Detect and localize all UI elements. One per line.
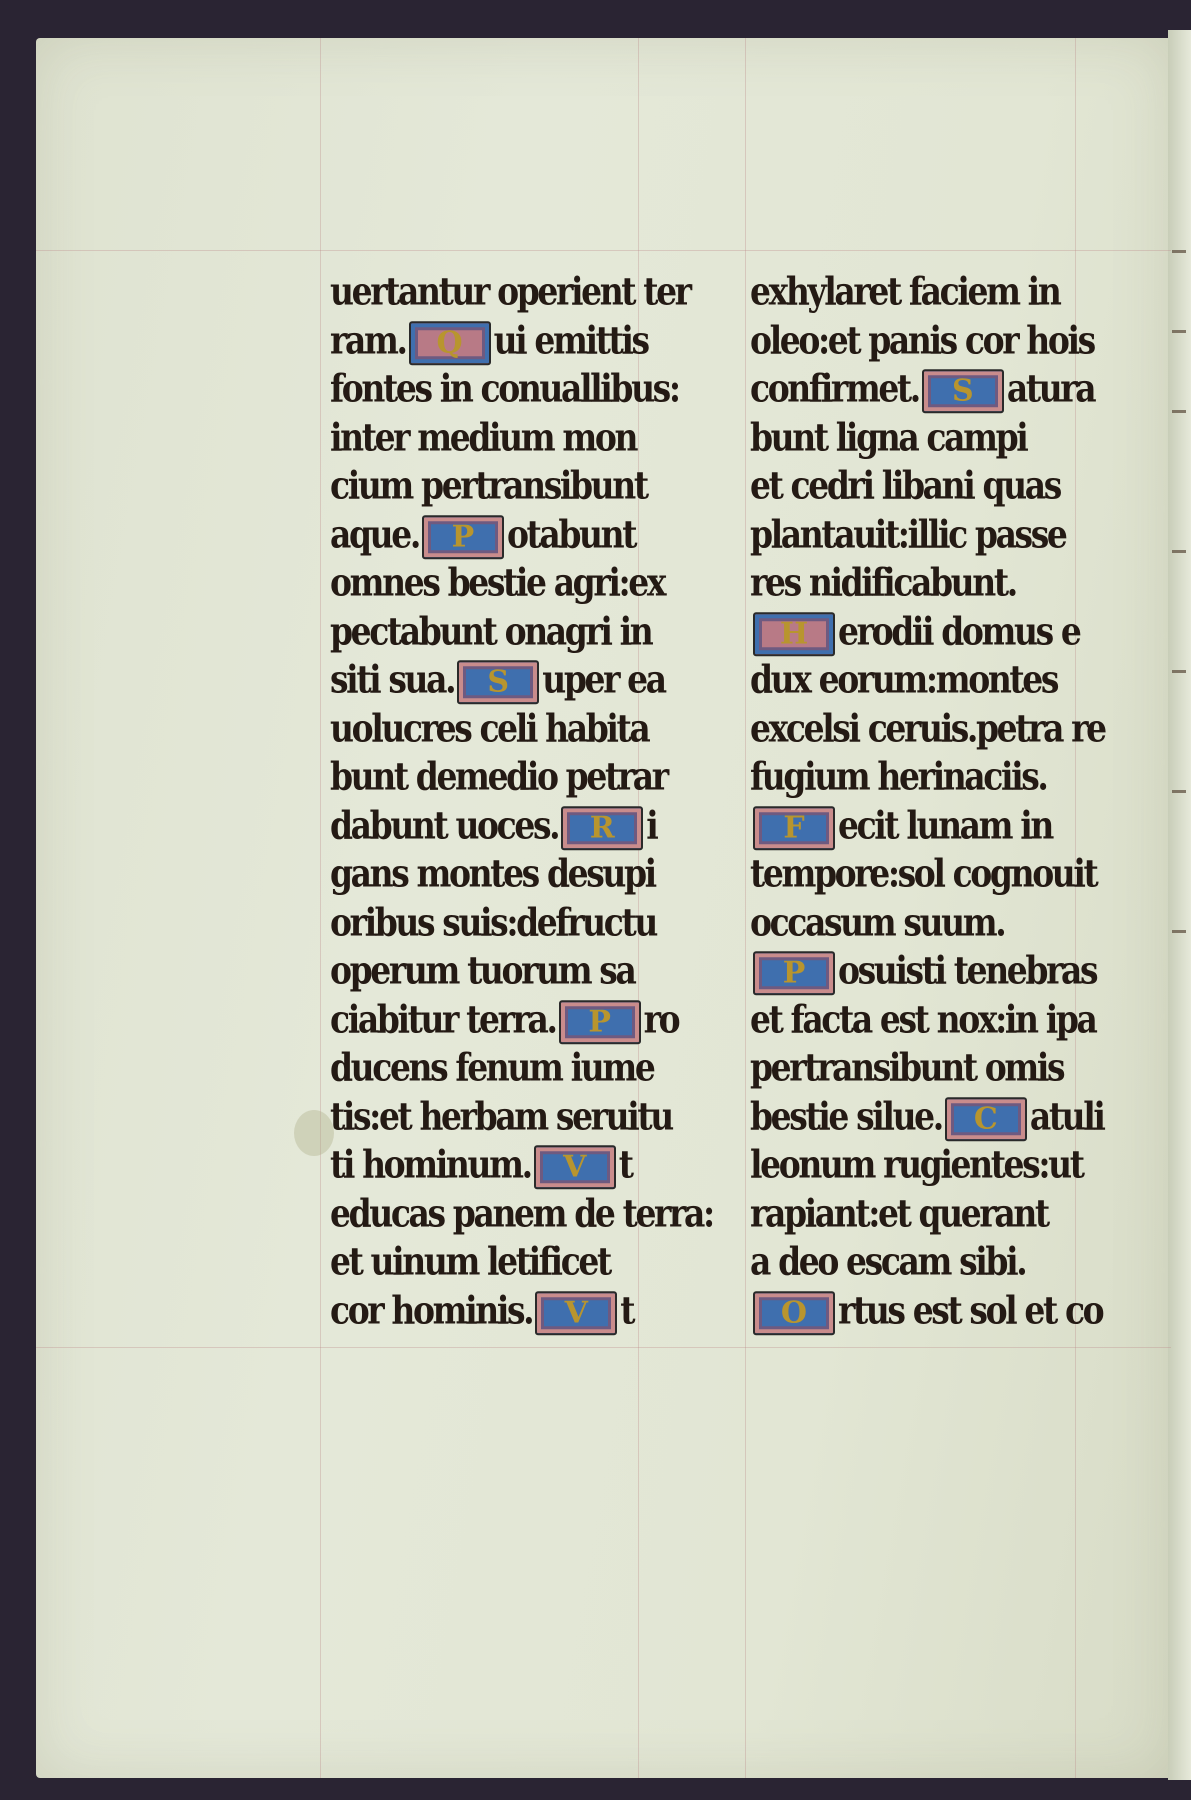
line-text: gans montes desupi xyxy=(330,850,655,896)
line-text: fugium herinaciis. xyxy=(750,753,1047,799)
line-text: plantauit:illic passe xyxy=(750,511,1066,557)
illuminated-initial: V xyxy=(535,1291,617,1335)
line-text: exhylaret faciem in xyxy=(750,268,1060,314)
illuminated-initial: R xyxy=(561,806,643,850)
line-text: pertransibunt omis xyxy=(750,1044,1064,1090)
illuminated-initial: C xyxy=(945,1097,1027,1141)
line-text: oribus suis:defructu xyxy=(330,899,656,945)
text-line xyxy=(330,458,660,514)
line-text: tis:et herbam seruitu xyxy=(330,1093,672,1139)
text-line xyxy=(330,992,679,1048)
line-text: ram. xyxy=(330,317,406,363)
text-line xyxy=(330,943,660,999)
text-line xyxy=(330,507,660,563)
line-text: et facta est nox:in ipa xyxy=(750,996,1096,1042)
line-text-continued: atura xyxy=(1006,365,1095,411)
text-line xyxy=(330,1234,660,1290)
text-line xyxy=(750,313,1094,369)
illuminated-initial: S xyxy=(922,369,1004,413)
illuminated-initial: P xyxy=(753,951,835,995)
line-text: tempore:sol cognouit xyxy=(750,850,1097,896)
illuminated-initial: P xyxy=(422,515,504,559)
line-text: leonum rugientes:ut xyxy=(750,1141,1083,1187)
text-line xyxy=(330,749,667,805)
text-line xyxy=(330,846,660,902)
text-line xyxy=(330,1040,660,1096)
line-text-continued: ui emittis xyxy=(493,317,648,363)
text-line xyxy=(750,895,1090,951)
illuminated-initial: O xyxy=(753,1291,835,1335)
text-line xyxy=(750,604,1090,660)
line-text: pectabunt onagri in xyxy=(330,608,652,654)
line-text: dabunt uoces. xyxy=(330,802,559,848)
line-text: ducens fenum iume xyxy=(330,1044,654,1090)
line-text-continued: t xyxy=(620,1287,634,1333)
text-line xyxy=(330,1137,660,1193)
line-text-continued: ecit lunam in xyxy=(838,802,1052,848)
line-text-continued: rtus est sol et co xyxy=(838,1287,1103,1333)
text-line xyxy=(750,361,1095,417)
line-text: res nidificabunt. xyxy=(750,559,1016,605)
line-text: et uinum letificet xyxy=(330,1238,610,1284)
text-column-right xyxy=(750,268,1105,1335)
line-text: fontes in conuallibus: xyxy=(330,365,679,411)
line-text: bunt ligna campi xyxy=(750,414,1027,460)
text-line xyxy=(750,555,1090,611)
line-text: confirmet. xyxy=(750,365,919,411)
line-text: operum tuorum sa xyxy=(330,947,635,993)
line-text: ti hominum. xyxy=(330,1141,531,1187)
line-text-continued: i xyxy=(646,802,657,848)
illuminated-initial: F xyxy=(753,806,835,850)
line-text: occasum suum. xyxy=(750,899,1005,945)
text-line xyxy=(750,410,1090,466)
ruling-top xyxy=(36,250,1171,251)
text-line xyxy=(750,1283,1103,1339)
line-text: uolucres celi habita xyxy=(330,705,649,751)
line-text-continued: otabunt xyxy=(506,511,636,557)
line-text: rapiant:et querant xyxy=(750,1190,1048,1236)
text-line xyxy=(750,1186,1090,1242)
line-text-continued: erodii domus e xyxy=(838,608,1080,654)
text-line xyxy=(750,652,1090,708)
line-text: oleo:et panis cor hois xyxy=(750,317,1094,363)
line-text: ciabitur terra. xyxy=(330,996,556,1042)
line-text: inter medium mon xyxy=(330,414,637,460)
ruling-left-outer xyxy=(320,38,321,1778)
line-text: siti sua. xyxy=(330,656,455,702)
line-text: et cedri libani quas xyxy=(750,462,1060,508)
line-text: a deo escam sibi. xyxy=(750,1238,1026,1284)
illuminated-initial: P xyxy=(559,1000,641,1044)
line-text: omnes bestie agri:ex xyxy=(330,559,665,605)
text-line xyxy=(750,1089,1104,1145)
text-line xyxy=(750,943,1097,999)
text-column-left xyxy=(330,268,713,1335)
text-line xyxy=(750,458,1090,514)
ruling-right-outer xyxy=(745,38,746,1778)
text-line xyxy=(330,604,660,660)
illuminated-initial: H xyxy=(753,612,835,656)
line-text: cium pertransibunt xyxy=(330,462,647,508)
ruling-bottom xyxy=(36,1347,1171,1348)
illuminated-initial: S xyxy=(457,660,539,704)
text-line xyxy=(330,361,679,417)
illuminated-initial: V xyxy=(534,1145,616,1189)
line-text: aque. xyxy=(330,511,419,557)
line-text-continued: ro xyxy=(643,996,679,1042)
line-text-continued: t xyxy=(618,1141,632,1187)
text-line xyxy=(750,798,1090,854)
line-text: cor hominis. xyxy=(330,1287,533,1333)
text-line xyxy=(330,1186,713,1242)
text-line xyxy=(750,1040,1090,1096)
text-line xyxy=(330,313,660,369)
text-line xyxy=(750,992,1096,1048)
text-line xyxy=(330,701,660,757)
text-line xyxy=(330,895,660,951)
line-text: excelsi ceruis.petra re xyxy=(750,705,1105,751)
text-line xyxy=(750,701,1105,757)
line-text: bestie silue. xyxy=(750,1093,942,1139)
text-line xyxy=(750,1137,1090,1193)
text-line xyxy=(330,1283,660,1339)
line-text: educas panem de terra: xyxy=(330,1190,713,1236)
line-text: dux eorum:montes xyxy=(750,656,1058,702)
text-line xyxy=(330,652,665,708)
text-line xyxy=(330,1089,672,1145)
text-line xyxy=(330,798,660,854)
text-line xyxy=(330,410,660,466)
illuminated-initial: Q xyxy=(409,321,491,365)
text-line xyxy=(750,846,1097,902)
line-text-continued: osuisti tenebras xyxy=(838,947,1097,993)
line-text-continued: atuli xyxy=(1029,1093,1104,1139)
line-text: bunt demedio petrar xyxy=(330,753,667,799)
text-line xyxy=(750,264,1090,320)
text-line xyxy=(750,507,1090,563)
text-line xyxy=(330,264,690,320)
line-text-continued: uper ea xyxy=(542,656,665,702)
line-text: uertantur operient ter xyxy=(330,268,690,314)
text-line xyxy=(750,749,1090,805)
text-line xyxy=(750,1234,1090,1290)
text-line xyxy=(330,555,665,611)
adjacent-leaf-edge xyxy=(1168,30,1191,1780)
parchment-stain xyxy=(294,1110,334,1156)
